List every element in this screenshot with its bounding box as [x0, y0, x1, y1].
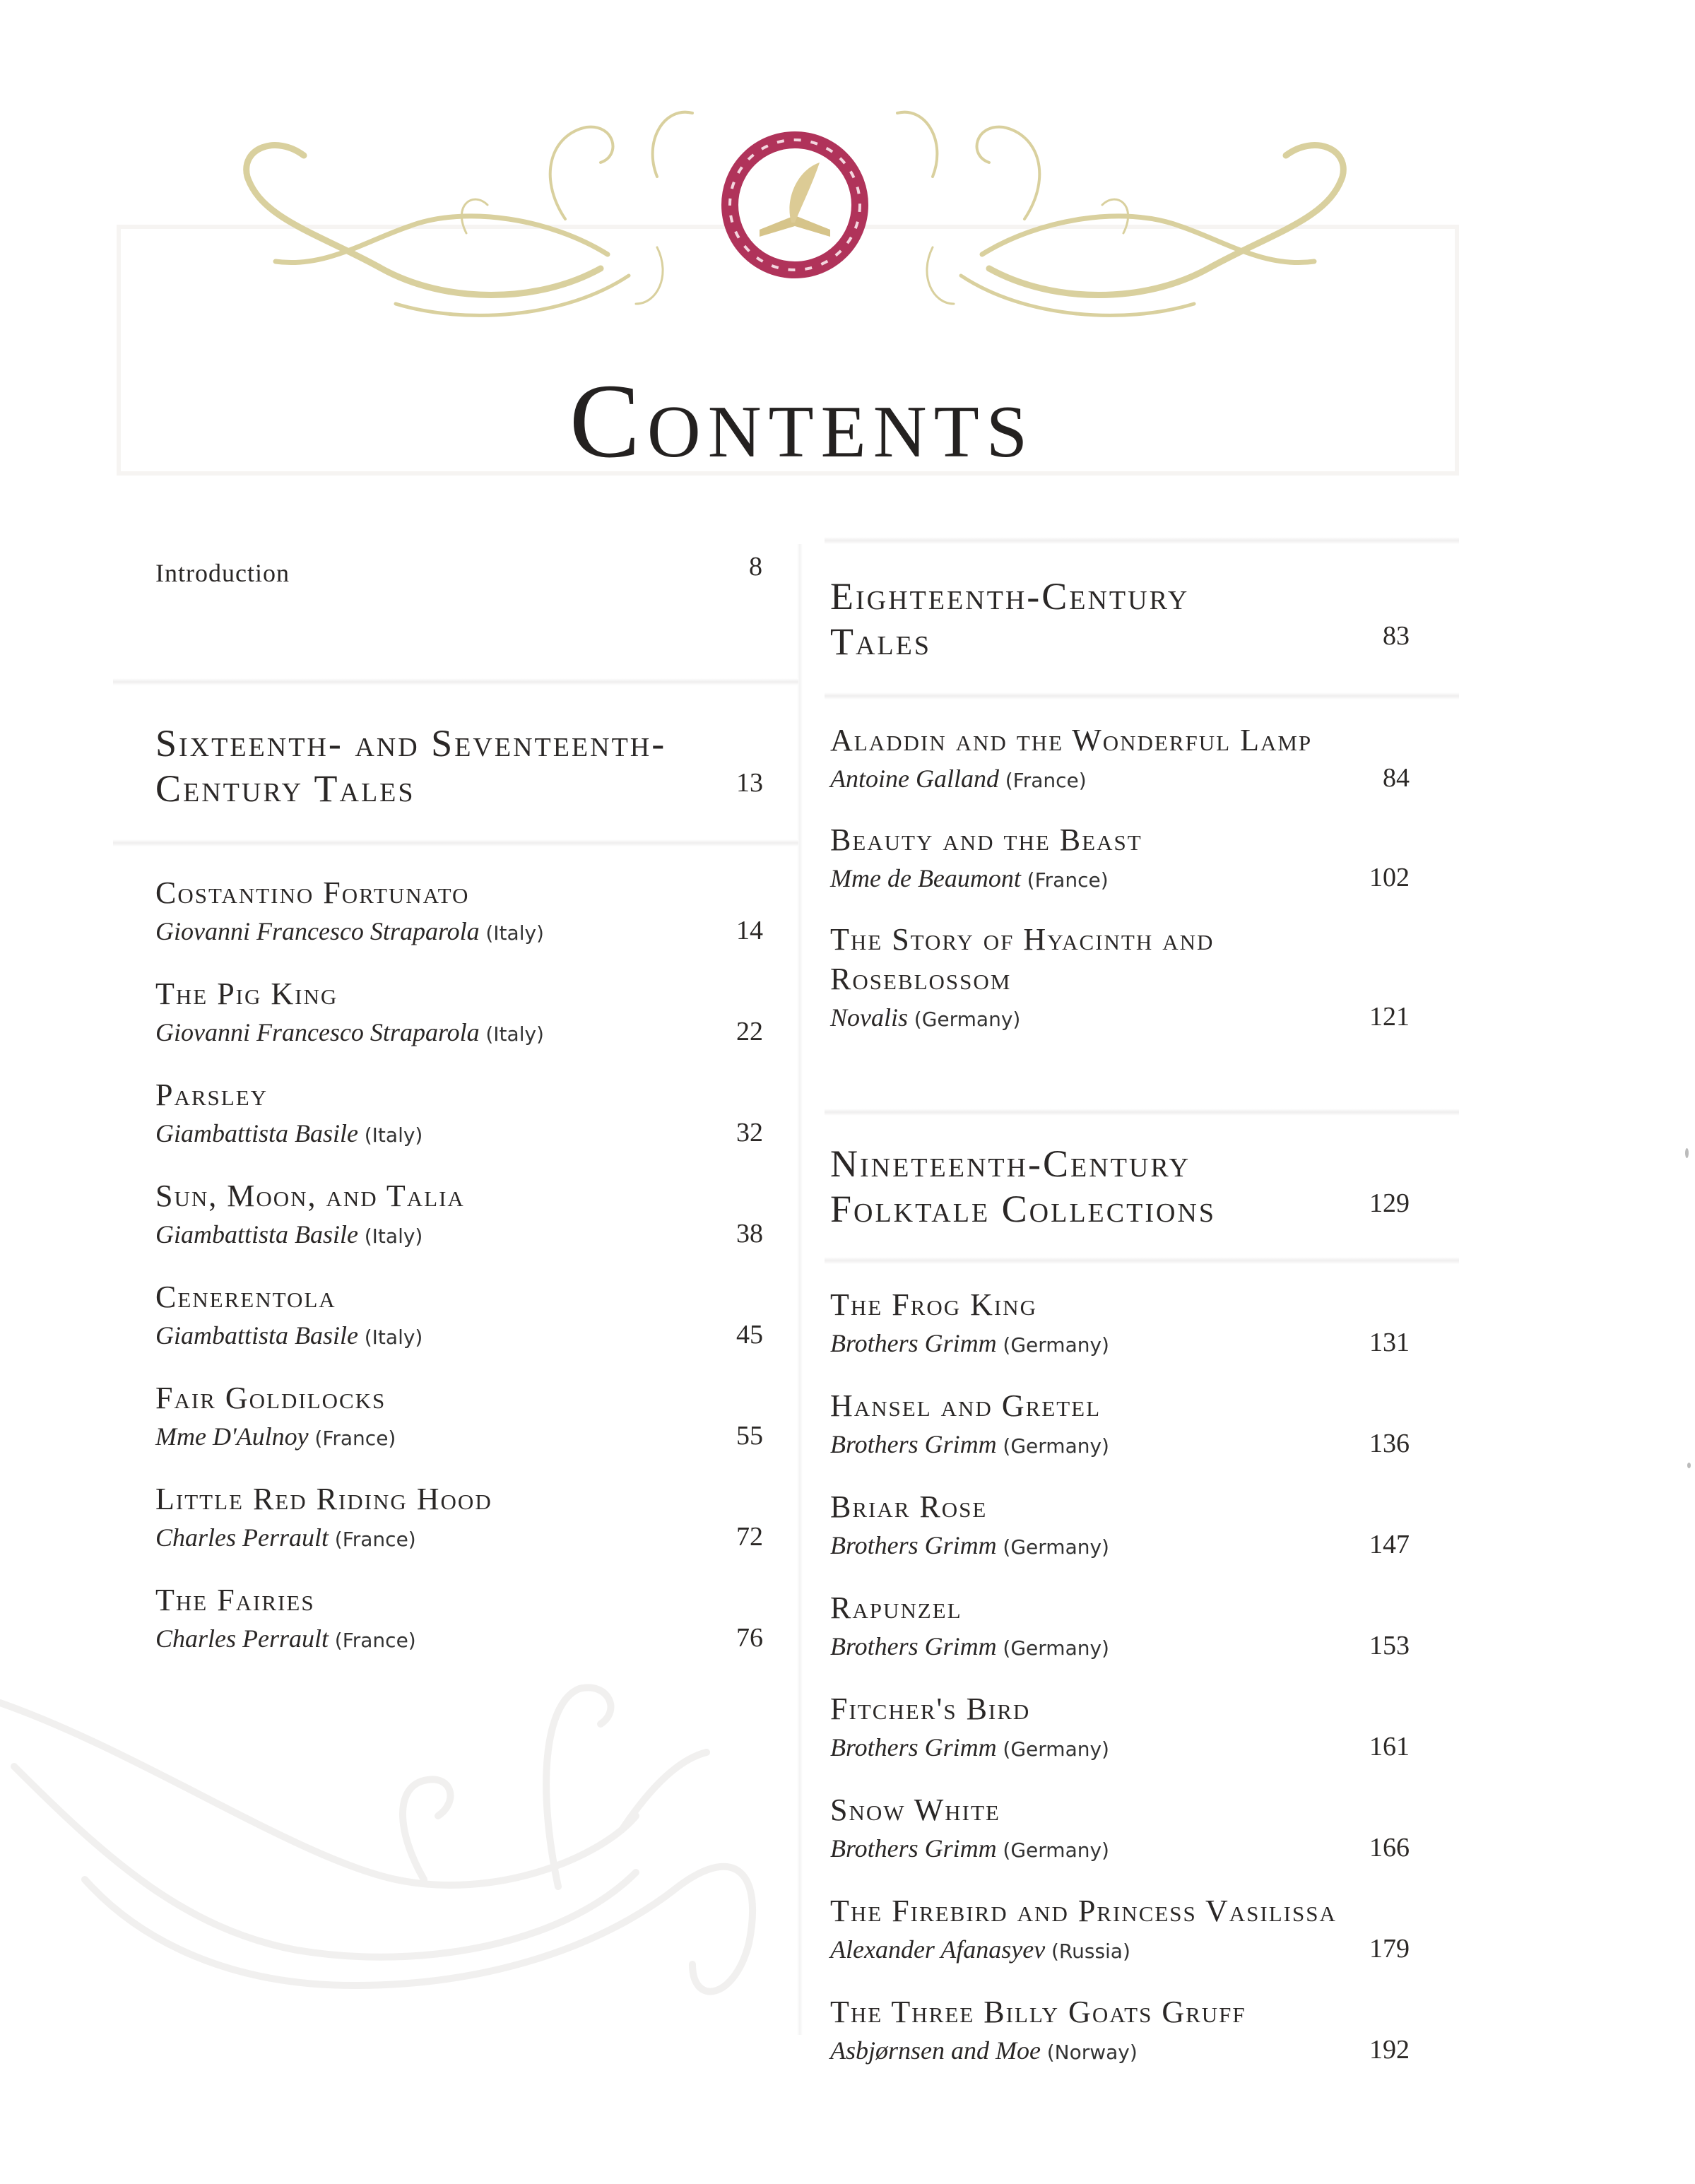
- scan-speck: [1685, 1148, 1689, 1158]
- toc-entry[interactable]: [155, 1277, 763, 1356]
- entry-title: The Three Billy Goats Gruff: [830, 1995, 1246, 2029]
- right-column: [830, 537, 1452, 2094]
- toc-entry[interactable]: [155, 1176, 763, 1255]
- toc-entry[interactable]: [830, 1386, 1452, 1465]
- entry-title: Fitcher's Bird: [830, 1692, 1031, 1726]
- page-number: 84: [1383, 763, 1410, 793]
- scan-speck: [1687, 1463, 1691, 1468]
- entry-author: Giambattista Basile (Italy): [155, 1321, 423, 1350]
- entry-author: Brothers Grimm (Germany): [830, 1632, 1109, 1660]
- entry-title: Rapunzel: [830, 1590, 962, 1625]
- page-number: 129: [1369, 1188, 1410, 1218]
- page-number: 121: [1369, 1002, 1410, 1032]
- page-number: 83: [1383, 621, 1410, 651]
- entry-title: The Frog King: [830, 1287, 1037, 1322]
- entry-title: Introduction: [155, 559, 290, 587]
- entry-author: Brothers Grimm (Germany): [830, 1531, 1109, 1559]
- page-number: 192: [1369, 2035, 1410, 2065]
- toc-entry[interactable]: [830, 1790, 1452, 1869]
- toc-entry[interactable]: [155, 1581, 763, 1659]
- toc-entry[interactable]: [155, 1480, 763, 1558]
- section-divider: [825, 692, 1459, 700]
- entry-title: The Fairies: [155, 1583, 315, 1617]
- page-number: 8: [749, 552, 763, 582]
- section-divider: [113, 678, 798, 685]
- entry-author: Giambattista Basile (Italy): [155, 1220, 423, 1249]
- entry-author: Brothers Grimm (Germany): [830, 1834, 1109, 1863]
- entry-author: Asbjørnsen and Moe (Norway): [830, 2036, 1138, 2065]
- toc-entry-introduction[interactable]: [155, 551, 763, 678]
- page-number: 161: [1369, 1732, 1410, 1761]
- entry-author: Mme de Beaumont (France): [830, 864, 1109, 892]
- page-number: 102: [1369, 863, 1410, 892]
- page-number: 14: [736, 916, 763, 945]
- entry-title: Aladdin and the Wonderful Lamp: [830, 723, 1313, 757]
- flourish-ornament: [233, 92, 1357, 318]
- toc-entry[interactable]: [830, 1588, 1452, 1667]
- entry-title: Beauty and the Beast: [830, 822, 1142, 857]
- entry-author: Brothers Grimm (Germany): [830, 1733, 1109, 1761]
- toc-entry[interactable]: [155, 873, 763, 952]
- toc-entry[interactable]: [155, 1379, 763, 1457]
- entry-title: Cenerentola: [155, 1280, 336, 1314]
- toc-entry[interactable]: [830, 1993, 1452, 2071]
- toc-entry[interactable]: [155, 974, 763, 1053]
- page-number: 131: [1369, 1328, 1410, 1357]
- page-number: 153: [1369, 1631, 1410, 1660]
- entry-author: Giovanni Francesco Straparola (Italy): [155, 917, 544, 945]
- section-divider: [825, 1257, 1459, 1264]
- section-heading-16th-17th-century[interactable]: [155, 685, 763, 839]
- page-number: 76: [736, 1623, 763, 1653]
- entry-author: Antoine Galland (France): [830, 765, 1087, 793]
- section-heading-19th-century[interactable]: [830, 1116, 1452, 1257]
- section-divider: [825, 1109, 1459, 1116]
- page-title: Contents: [569, 362, 1035, 480]
- page-number: 55: [736, 1421, 763, 1451]
- toc-entry[interactable]: [830, 1891, 1452, 1970]
- entry-title-line1: The Story of Hyacinth and: [830, 922, 1215, 957]
- entry-title: Snow White: [830, 1793, 1000, 1827]
- page-number: 38: [736, 1219, 763, 1249]
- page-number: 13: [736, 768, 763, 798]
- page-number: 32: [736, 1118, 763, 1147]
- section-heading-18th-century[interactable]: [830, 544, 1452, 692]
- entry-title: Little Red Riding Hood: [155, 1482, 492, 1516]
- entry-title: Hansel and Gretel: [830, 1388, 1102, 1423]
- page-number: 22: [736, 1017, 763, 1046]
- entry-author: Novalis (Germany): [830, 1003, 1021, 1032]
- section-title-line2: Folktale Collections: [830, 1188, 1216, 1230]
- column-divider: [797, 544, 803, 2035]
- entry-author: Giambattista Basile (Italy): [155, 1119, 423, 1147]
- entry-title-line2: Roseblossom: [830, 962, 1012, 996]
- entry-title: Briar Rose: [830, 1489, 988, 1524]
- page-number: 45: [736, 1320, 763, 1350]
- entry-author: Charles Perrault (France): [155, 1523, 416, 1552]
- left-column: [155, 551, 763, 1682]
- background-swirl-ornament: [0, 1646, 791, 2070]
- page-number: 136: [1369, 1429, 1410, 1458]
- page-number: 179: [1369, 1934, 1410, 1964]
- entry-title: Sun, Moon, and Talia: [155, 1179, 465, 1213]
- section-divider: [113, 839, 798, 846]
- section-title-line2: Tales: [830, 620, 931, 663]
- entry-author: Alexander Afanasyev (Russia): [830, 1935, 1130, 1964]
- entry-title: The Firebird and Princess Vasilissa: [830, 1894, 1337, 1928]
- section-title-line2: Century Tales: [155, 767, 415, 810]
- toc-entry[interactable]: [830, 1487, 1452, 1566]
- page-number: 166: [1369, 1833, 1410, 1863]
- entry-author: Giovanni Francesco Straparola (Italy): [155, 1018, 544, 1046]
- entry-author: Brothers Grimm (Germany): [830, 1430, 1109, 1458]
- section-divider: [825, 537, 1459, 544]
- quill-book-emblem-icon: [730, 140, 860, 270]
- toc-entry[interactable]: [830, 920, 1452, 1038]
- entry-title: Parsley: [155, 1078, 268, 1112]
- toc-entry[interactable]: [830, 1689, 1452, 1768]
- section-title-line1: Sixteenth- and Seventeenth-: [155, 722, 667, 765]
- toc-entry[interactable]: [155, 1075, 763, 1154]
- toc-entry[interactable]: [830, 820, 1452, 899]
- entry-title: The Pig King: [155, 976, 338, 1011]
- section-title-line1: Nineteenth-Century: [830, 1143, 1191, 1185]
- section-title-line1: Eighteenth-Century: [830, 575, 1190, 618]
- toc-entry[interactable]: [830, 721, 1452, 799]
- entry-author: Mme D'Aulnoy (France): [155, 1422, 396, 1451]
- entry-author: Brothers Grimm (Germany): [830, 1329, 1109, 1357]
- entry-title: Costantino Fortunato: [155, 875, 470, 910]
- toc-entry[interactable]: [830, 1285, 1452, 1364]
- entry-author: Charles Perrault (France): [155, 1624, 416, 1653]
- page-number: 147: [1369, 1530, 1410, 1559]
- page-number: 72: [736, 1522, 763, 1552]
- entry-title: Fair Goldilocks: [155, 1381, 386, 1415]
